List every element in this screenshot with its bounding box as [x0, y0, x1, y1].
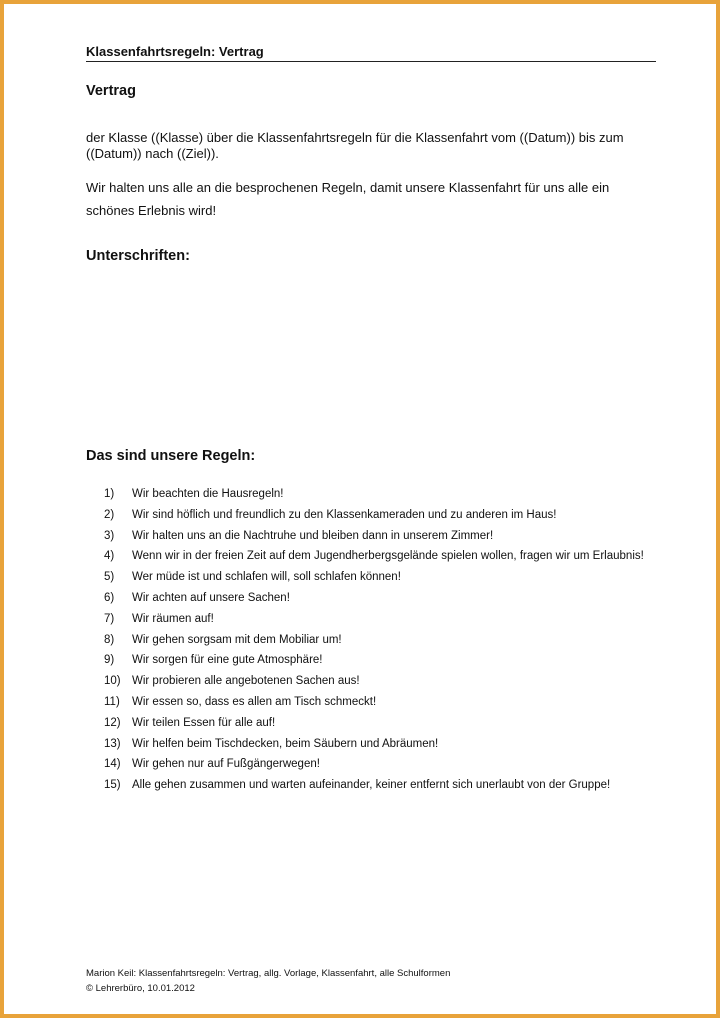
rule-number: 5) [104, 571, 115, 584]
rule-text: Wir essen so, dass es allen am Tisch schmeckt! [132, 695, 377, 708]
list-item [104, 505, 664, 526]
footer-author-line: Marion Keil: Klassenfahrtsregeln: Vertrag, allg. Vorlage, Klassenfahrt, alle Schulformen [86, 968, 451, 979]
contract-paragraph: der Klasse ((Klasse) über die Klassenfahrtsregeln für die Klassenfahrt vom ((Datum)) bis zum ((Datum)) nach ((Ziel)). [86, 130, 624, 161]
rule-number: 15) [104, 779, 121, 792]
rules-heading: Das sind unsere Regeln: [86, 448, 256, 464]
rule-number: 2) [104, 508, 115, 521]
rule-text: Wir helfen beim Tischdecken, beim Säubern und Abräumen! [132, 737, 439, 750]
rule-text: Wir halten uns an die Nachtruhe und bleiben dann in unserem Zimmer! [132, 529, 494, 542]
commitment-paragraph: Wir halten uns alle an die besprochenen Regeln, damit unsere Klassenfahrt für uns alle ein schönes Erlebnis wird! [86, 180, 610, 218]
rule-number: 14) [104, 758, 121, 771]
rules-list [104, 484, 664, 796]
rule-text: Wir räumen auf! [132, 612, 214, 625]
rule-text: Wir gehen sorgsam mit dem Mobiliar um! [132, 633, 342, 646]
rule-number: 6) [104, 591, 115, 604]
rule-number: 3) [104, 529, 115, 542]
list-item [104, 671, 664, 692]
rule-text: Wir gehen nur auf Fußgängerwegen! [132, 758, 320, 771]
document-title: Vertrag [86, 83, 136, 99]
list-item [104, 609, 664, 630]
page-header: Klassenfahrtsregeln: Vertrag [86, 44, 656, 62]
rule-text: Wir beachten die Hausregeln! [132, 488, 284, 500]
list-item [104, 650, 664, 671]
footer-copyright-line: © Lehrerbüro, 10.01.2012 [86, 983, 195, 994]
list-item [104, 713, 664, 734]
rule-number: 4) [104, 550, 115, 563]
signature-area [86, 274, 646, 434]
page-footer [86, 966, 450, 996]
list-item [104, 546, 664, 567]
rule-number: 1) [104, 488, 115, 500]
rule-number: 12) [104, 716, 121, 729]
rule-text: Wir achten auf unsere Sachen! [132, 591, 290, 604]
rule-text: Alle gehen zusammen und warten aufeinander, keiner entfernt sich unerlaubt von der Gruppe! [132, 779, 611, 792]
rule-text: Wer müde ist und schlafen will, soll schlafen können! [132, 571, 401, 584]
list-item [104, 567, 664, 588]
rule-number: 7) [104, 612, 115, 625]
rule-text: Wir sorgen für eine gute Atmosphäre! [132, 654, 323, 667]
rule-text: Wenn wir in der freien Zeit auf dem Jugendherbergsgelände spielen wollen, fragen wir um Erlaubnis! [132, 550, 644, 563]
list-item [104, 630, 664, 651]
rule-number: 10) [104, 675, 121, 688]
list-item [104, 754, 664, 775]
rule-text: Wir probieren alle angebotenen Sachen aus! [132, 675, 360, 688]
rule-number: 11) [104, 695, 120, 708]
signatures-heading: Unterschriften: [86, 248, 190, 264]
rule-text: Wir sind höflich und freundlich zu den Klassenkameraden und zu anderen im Haus! [132, 508, 557, 521]
list-item [104, 588, 664, 609]
list-item [104, 526, 664, 547]
list-item [104, 775, 664, 796]
rule-number: 9) [104, 654, 115, 667]
list-item [104, 692, 664, 713]
rule-number: 8) [104, 633, 115, 646]
rule-text: Wir teilen Essen für alle auf! [132, 716, 276, 729]
list-item [104, 734, 664, 755]
rule-number: 13) [104, 737, 121, 750]
list-item [104, 484, 664, 505]
